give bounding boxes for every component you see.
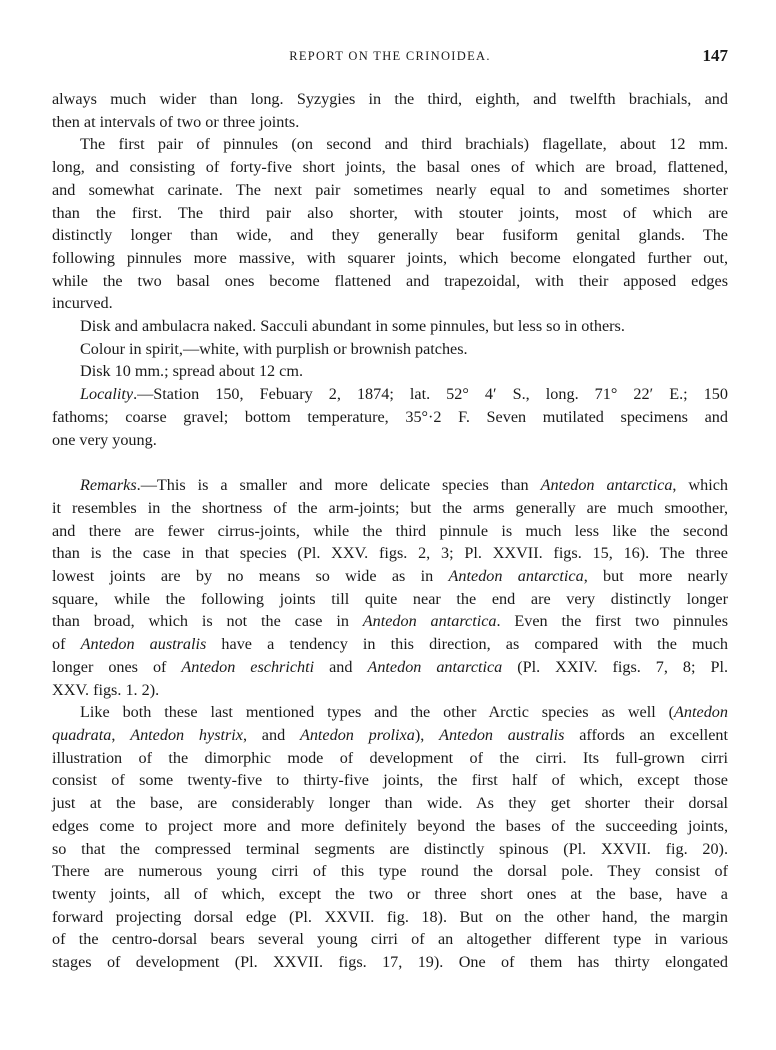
text-line: stages of development (Pl. XXVII. figs. 17, 19). One of them has thirty elongated: [52, 953, 728, 972]
text-line: Locality.—Station 150, Febuary 2, 1874; lat. 52° 4′ S., long. 71° 22′ E.; 150: [80, 385, 728, 404]
text-line: just at the base, are considerably longer than wide. As they get shorter their dorsal: [52, 794, 728, 813]
text-line: XXV. figs. 1. 2).: [52, 680, 160, 699]
text-line: than is the case in that species (Pl. XXV. figs. 2, 3; Pl. XXVII. figs. 15, 16). The three: [52, 544, 728, 563]
text-line: There are numerous young cirri of this type round the dorsal pole. They consist of: [52, 862, 728, 881]
text-line: square, while the following joints till quite near the end are very distinctly longer: [52, 589, 728, 608]
text-line: then at intervals of two or three joints.: [52, 112, 300, 131]
page-header: [52, 46, 728, 68]
text-line: longer ones of Antedon eschrichti and Antedon antarctica (Pl. XXIV. figs. 7, 8; Pl.: [52, 657, 729, 676]
text-line: always much wider than long. Syzygies in the third, eighth, and twelfth brachials, and: [52, 90, 728, 108]
text-line: Remarks.—This is a smaller and more delicate species than Antedon antarctica, which: [80, 476, 728, 495]
text-line: following pinnules more massive, with squarer joints, which become elongated further out,: [52, 248, 728, 267]
text-line: quadrata, Antedon hystrix, and Antedon prolixa), Antedon australis affords an excellent: [52, 725, 729, 744]
text-line: Disk 10 mm.; spread about 12 cm.: [80, 362, 303, 381]
text-line: fathoms; coarse gravel; bottom temperature, 35°·2 F. Seven mutilated specimens and: [52, 407, 728, 426]
text-line: and somewhat carinate. The next pair sometimes nearly equal to and sometimes shorter: [52, 180, 728, 199]
text-line: of the centro-dorsal bears several young cirri of an altogether different type in various: [52, 930, 728, 949]
text-line: incurved.: [52, 294, 113, 313]
text-line: of Antedon australis have a tendency in this direction, as compared with the much: [52, 635, 728, 654]
text-line: long, and consisting of forty-five short joints, the basal ones of which are broad, flattened,: [52, 158, 728, 177]
text-line: it resembles in the shortness of the arm-joints; but the arms generally are much smoother,: [52, 498, 728, 517]
text-line: forward projecting dorsal edge (Pl. XXVII. fig. 18). But on the other hand, the margin: [52, 907, 728, 926]
running-title: REPORT ON THE CRINOIDEA.: [289, 49, 491, 63]
text-line: than the first. The third pair also shorter, with stouter joints, most of which are: [52, 203, 728, 222]
text-line: illustration of the dimorphic mode of development of the cirri. Its full-grown cirri: [52, 748, 728, 767]
text-line: edges come to project more and more definitely beyond the bases of the succeeding joints,: [52, 816, 728, 835]
text-line: The first pair of pinnules (on second and third brachials) flagellate, about 12 mm.: [80, 135, 728, 154]
text-line: than broad, which is not the case in Antedon antarctica. Even the first two pinnules: [52, 612, 728, 631]
text-line: while the two basal ones become flattened and trapezoidal, with their apposed edges: [52, 271, 728, 290]
page-number: 147: [702, 46, 728, 65]
text-line: consist of some twenty-five to thirty-five joints, the first half of which, except those: [52, 771, 728, 790]
body-text: [52, 88, 728, 974]
text-line: Colour in spirit,—white, with purplish or brownish patches.: [80, 339, 468, 358]
text-line: distinctly longer than wide, and they generally bear fusiform genital glands. The: [52, 226, 728, 245]
text-line: Disk and ambulacra naked. Sacculi abundant in some pinnules, but less so in others.: [80, 317, 625, 336]
text-line: so that the compressed terminal segments are distinctly spinous (Pl. XXVII. fig. 20).: [52, 839, 728, 858]
text-line: and there are fewer cirrus-joints, while the third pinnule is much less like the second: [52, 521, 728, 540]
text-line: twenty joints, all of which, except the two or three short ones at the base, have a: [52, 884, 728, 903]
paragraph-gap: [52, 451, 728, 474]
text-line: Like both these last mentioned types and the other Arctic species as well (Antedon: [80, 703, 728, 722]
text-line: lowest joints are by no means so wide as in Antedon antarctica, but more nearly: [52, 567, 728, 586]
text-line: one very young.: [52, 430, 157, 449]
